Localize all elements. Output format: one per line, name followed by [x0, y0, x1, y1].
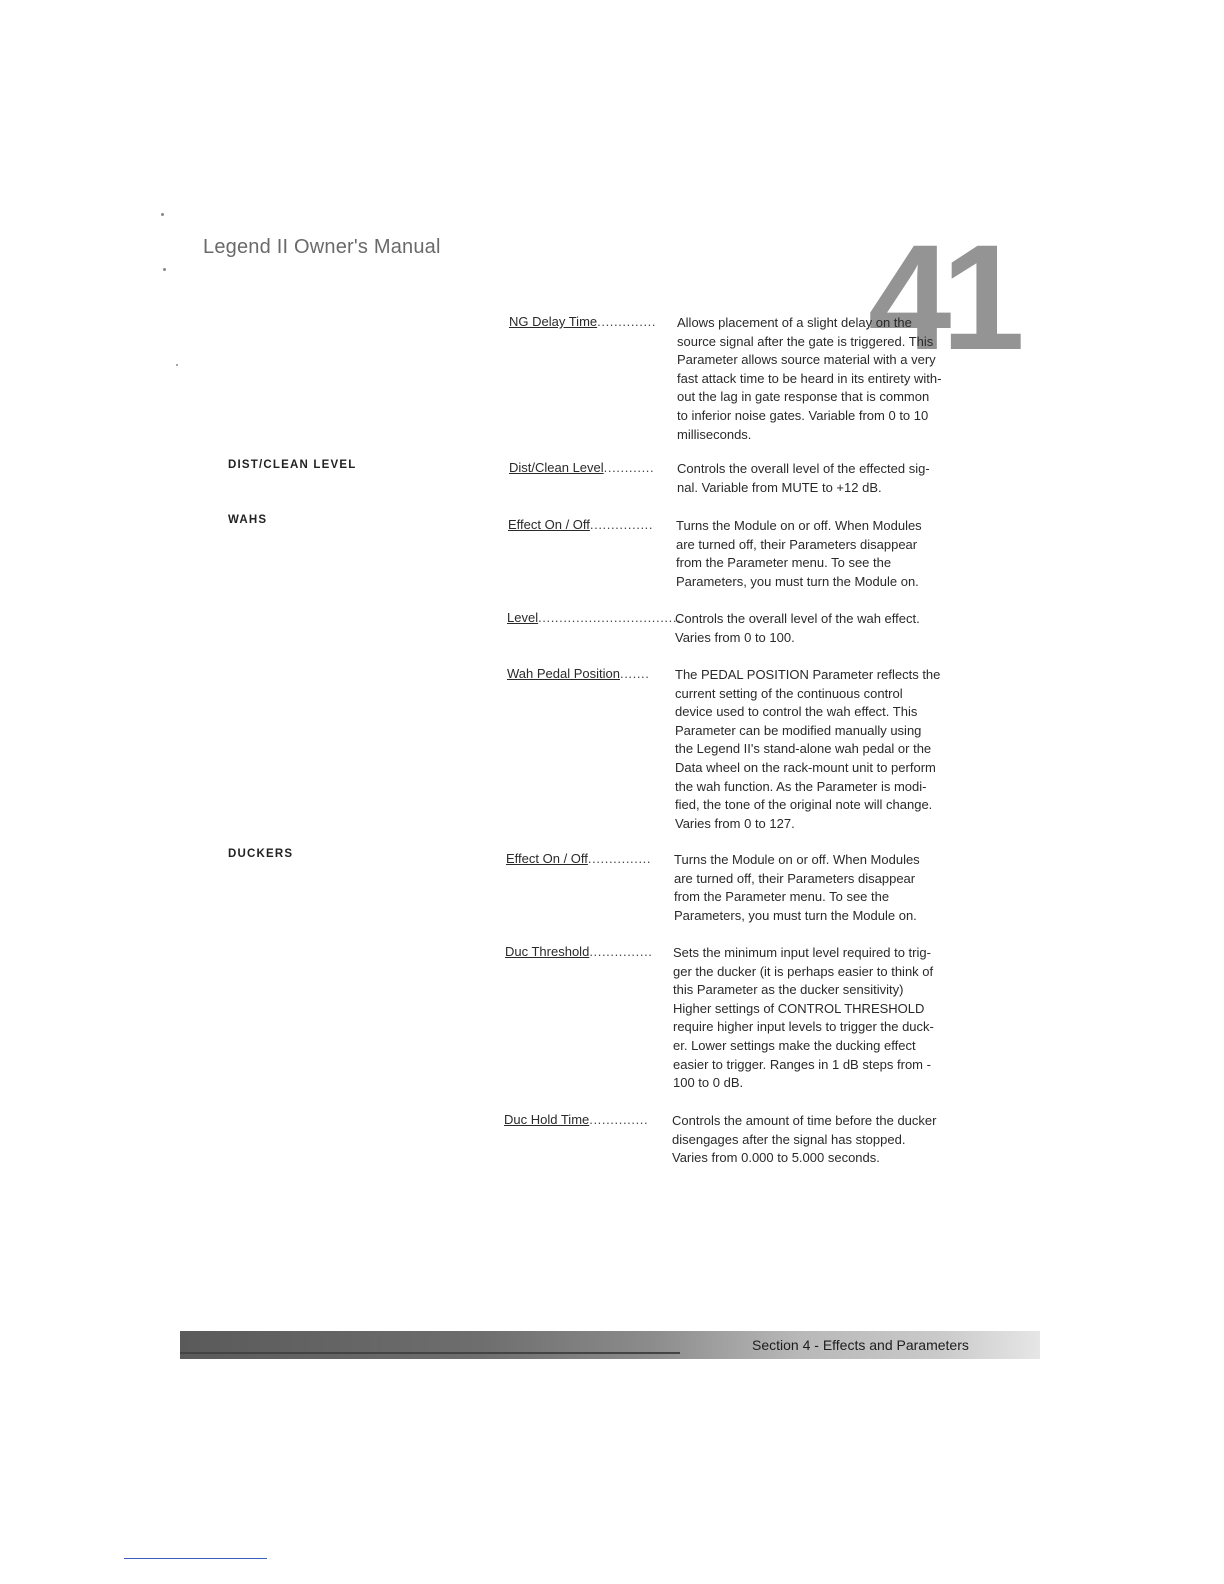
description-line: Parameter can be modified manually using [675, 722, 922, 738]
description-line: Parameter allows source material with a very [677, 352, 936, 368]
description-line: this Parameter as the ducker sensitivity) [673, 982, 904, 998]
parameter-description [677, 314, 1003, 444]
description-line: to inferior noise gates. Variable from 0 to 10 [677, 407, 929, 423]
footer-section-title: Section 4 - Effects and Parameters [752, 1337, 969, 1353]
parameter-name [507, 610, 681, 625]
description-line: Data wheel on the rack-mount unit to perform [675, 759, 936, 775]
footer-band-stripe [180, 1352, 680, 1354]
footnote-rule [124, 1558, 267, 1559]
scan-speck [161, 213, 164, 216]
parameter-name [508, 517, 653, 532]
parameter-name-text: Duc Hold Time [504, 1112, 590, 1127]
description-line: milliseconds. [677, 426, 752, 442]
parameter-name [506, 851, 651, 866]
dot-leader: .............. [597, 314, 657, 329]
description-line: Controls the overall level of the effected sig- [677, 461, 930, 476]
description-line: 100 to 0 dB. [673, 1075, 744, 1091]
dot-leader: ............... [589, 944, 653, 959]
description-line: er. Lower settings make the ducking effect [673, 1037, 916, 1053]
description-line: Varies from 0.000 to 5.000 seconds. [672, 1150, 880, 1166]
description-line: out the lag in gate response that is common [677, 389, 930, 405]
description-line: disengages after the signal has stopped. [672, 1131, 906, 1147]
parameter-name-text: Level [507, 610, 539, 625]
description-line: device used to control the wah effect. This [675, 704, 918, 720]
description-line: Allows placement of a slight delay on the [677, 315, 912, 330]
parameter-name [509, 460, 654, 475]
parameter-name-text: Effect On / Off [506, 851, 588, 866]
description-line: source signal after the gate is triggered. This [677, 333, 934, 349]
parameter-name [504, 1112, 648, 1127]
parameter-description [675, 610, 1001, 647]
section-label-dist-clean: DIST/CLEAN LEVEL [228, 459, 357, 471]
description-line: current setting of the continuous control [675, 685, 903, 701]
description-line: ger the ducker (it is perhaps easier to think of [673, 963, 934, 979]
section-label-wahs: WAHS [228, 514, 268, 526]
parameter-name-text: NG Delay Time [509, 314, 598, 329]
description-line: from the Parameter menu. To see the [676, 555, 892, 571]
description-line: require higher input levels to trigger the duck- [673, 1019, 934, 1035]
manual-title: Legend II Owner's Manual [203, 236, 441, 258]
dot-leader: ....... [619, 666, 650, 681]
parameter-description [672, 1112, 998, 1168]
parameter-name-text: Effect On / Off [508, 517, 590, 532]
dot-leader: .............. [589, 1112, 649, 1127]
scan-speck [176, 364, 178, 366]
description-line: Controls the overall level of the wah effect. [675, 611, 920, 626]
parameter-name [509, 314, 656, 329]
description-line: Parameters, you must turn the Module on. [674, 907, 917, 923]
description-line: are turned off, their Parameters disappear [676, 536, 918, 552]
description-line: The PEDAL POSITION Parameter reflects the [675, 667, 941, 682]
parameter-description [677, 460, 1003, 497]
description-line: fied, the tone of the original note will change. [675, 797, 933, 813]
description-line: Turns the Module on or off. When Modules [674, 852, 920, 867]
parameter-description [673, 944, 999, 1093]
parameter-description [675, 666, 1001, 833]
parameter-name-text: Dist/Clean Level [509, 460, 604, 475]
description-line: Turns the Module on or off. When Modules [676, 518, 922, 533]
parameter-name [505, 944, 653, 959]
description-line: easier to trigger. Ranges in 1 dB steps from - [673, 1056, 931, 1072]
page-number: 41 [868, 213, 1015, 381]
parameter-description [674, 851, 1000, 925]
parameter-name-text: Wah Pedal Position [507, 666, 620, 681]
dot-leader: ............ [603, 460, 655, 475]
description-line: Parameters, you must turn the Module on. [676, 573, 919, 589]
dot-leader: ............... [587, 851, 652, 866]
description-line: the wah function. As the Parameter is modi- [675, 778, 927, 794]
parameter-name-text: Duc Threshold [505, 944, 590, 959]
description-line: nal. Variable from MUTE to +12 dB. [677, 479, 882, 495]
parameter-name [507, 666, 649, 681]
parameter-description [676, 517, 1002, 591]
scan-speck [163, 268, 166, 271]
description-line: fast attack time to be heard in its entirety with- [677, 370, 942, 386]
description-line: are turned off, their Parameters disappear [674, 870, 916, 886]
dot-leader: ............... [589, 517, 654, 532]
section-label-duckers: DUCKERS [228, 848, 294, 860]
description-line: from the Parameter menu. To see the [674, 889, 890, 905]
description-line: Controls the amount of time before the ducker [672, 1113, 937, 1128]
description-line: Higher settings of CONTROL THRESHOLD [673, 1000, 925, 1016]
description-line: the Legend II's stand-alone wah pedal or the [675, 741, 932, 757]
description-line: Varies from 0 to 100. [675, 629, 795, 645]
description-line: Varies from 0 to 127. [675, 815, 795, 831]
description-line: Sets the minimum input level required to trig- [673, 945, 931, 960]
dot-leader: .................................. [538, 610, 682, 625]
